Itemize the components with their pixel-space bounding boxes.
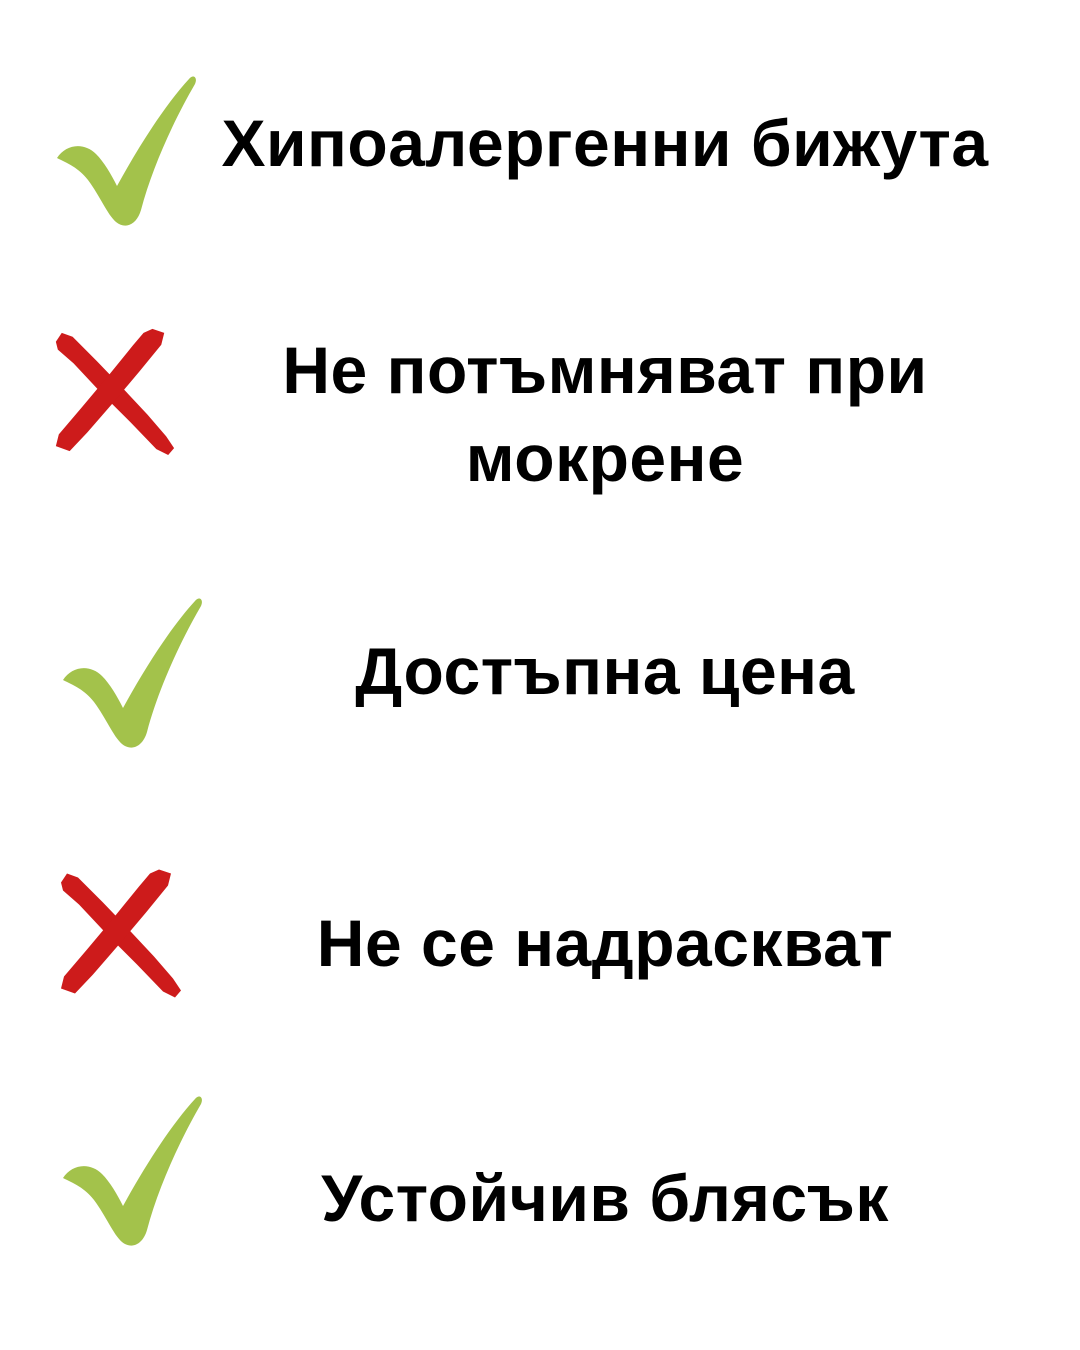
feature-label: Не потъмняват при мокрене <box>282 333 928 495</box>
feature-label: Устойчив блясък <box>321 1161 889 1235</box>
feature-label: Не се надраскват <box>316 906 894 980</box>
cross-icon <box>46 324 180 458</box>
feature-label: Достъпна цена <box>355 634 855 708</box>
feature-label: Хипоалергенни бижута <box>221 106 989 180</box>
cross-icon <box>51 864 187 1001</box>
